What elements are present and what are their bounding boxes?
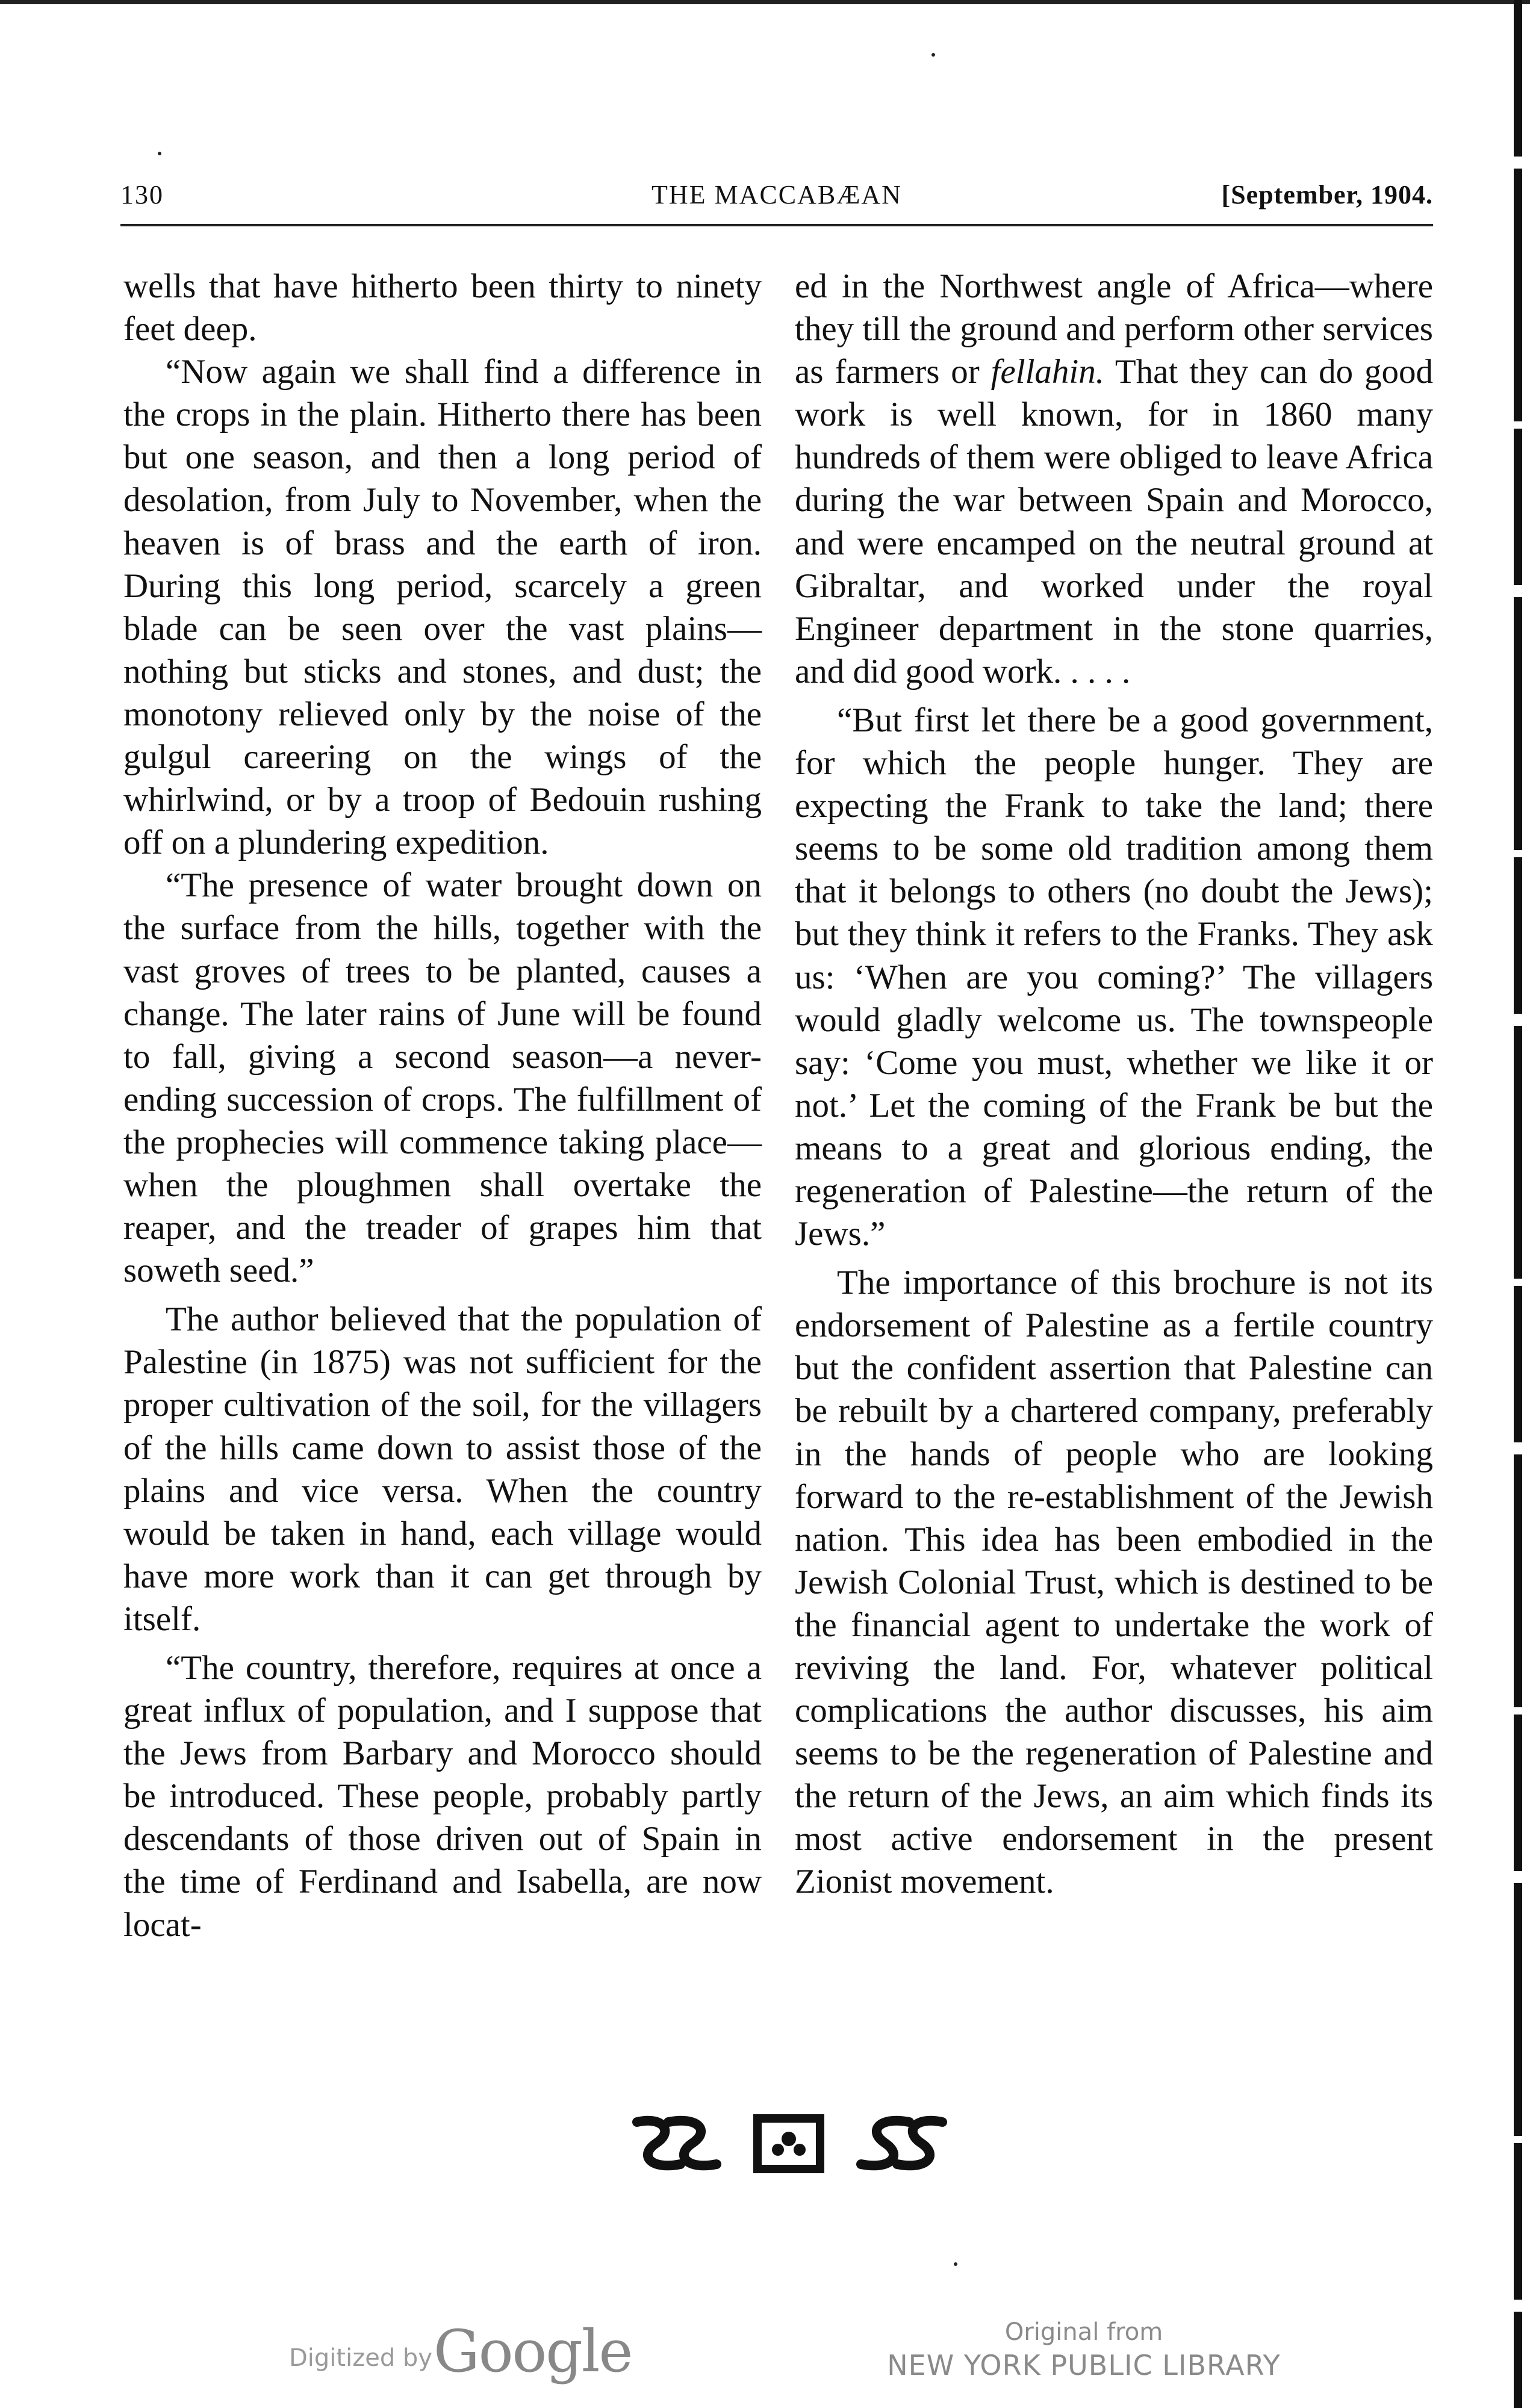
issue-date: [September, 1904. (1221, 180, 1433, 209)
paragraph: “But first let there be a good government, for which the people hunger. They are expecting the Frank to take the land; there seems to be some old tradition among them that it belongs to others (no doubt the Jews); but they think it refers to the Franks. They ask us: ‘When are you coming?’ The villagers would gladly welcome us. The townspeople say: ‘Come you must, whether we like it or not.’ Let the coming of the Frank be but the means to a great and glorious ending, the regeneration of Palestine—the return of the Jews.” (795, 701, 1433, 1253)
original-from-label: Original from (1004, 2318, 1163, 2346)
library-credit (867, 2316, 1301, 2383)
scan-speck (158, 152, 161, 155)
scan-speck (954, 2262, 957, 2266)
paragraph (795, 265, 1433, 693)
top-scan-edge (0, 0, 1530, 4)
digitized-by-label: Digitized by (289, 2344, 432, 2372)
digitized-by-block (289, 2318, 650, 2384)
paragraph: The importance of this brochure is not its endorsement of Palestine as a fertile country but the confident assertion that Palestine can be rebuilt by a chartered company, preferably in the hands of people who are looking forward to the re-establishment of the Jewish nation. This idea has been embodied in the Jewish Colonial Trust, which is destined to be the financial agent to undertake the work of reviving the land. For, whatever political complications the author discusses, his aim seems to be the regeneration of Palestine and the return of the Jews, an aim which finds its most active endorsement in the present Zionist movement. (795, 1264, 1433, 1901)
journal-title: THE MACCABÆAN (651, 180, 902, 209)
paragraph: “Now again we shall find a difference in the crops in the plain. Hitherto there has been but one season, and then a long period of desolation, from July to November, when the heaven is of brass and the earth of iron. During this long period, scarcely a green blade can be seen over the vast plains—nothing but sticks and stones, and dust; the monotony relieved only by the noise of the gulgul careering on the wings of the whirlwind, or by a troop of Bedouin rushing off on a plundering expedition. (123, 353, 762, 862)
text-run: ed in the Northwest angle of Africa—where they till the ground and perform other services as farmers or (795, 267, 1433, 391)
google-logo: Google (434, 2318, 632, 2385)
paragraph: “The country, therefore, requires at once a great influx of population, and I suppose that the Jews from Barbary and Morocco should be introduced. These people, probably partly descendants of those driven out of Spain in the time of Ferdinand and Isabella, are now locat- (123, 1649, 762, 1944)
italic-word: fellahin. (990, 353, 1105, 391)
text-run: That they can do good work is well known, for in 1860 many hundreds of them were obliged to leave Africa during the war between Spain and Morocco, and were encamped on the neutral ground at Gibraltar, and worked under the royal Engineer department in the stone quarries, and did good work. . . . . (795, 353, 1433, 690)
header-rule (120, 224, 1433, 226)
right-scan-edge (1514, 0, 1522, 2408)
paragraph: “The presence of water brought down on the surface from the hills, together with the vast groves of trees to be planted, causes a change. The later rains of June will be found to fall, giving a second season—a never-ending succession of crops. The fulfillment of the prophecies will commence taking place—when the ploughmen shall overtake the reaper, and the treader of grapes him that soweth seed.” (123, 866, 762, 1290)
right-column (795, 265, 1433, 1904)
decorative-ornament-icon (626, 2110, 951, 2176)
page-number: 130 (120, 180, 164, 209)
library-name: NEW YORK PUBLIC LIBRARY (887, 2349, 1281, 2382)
paragraph: wells that have hitherto been thirty to ninety feet deep. (123, 267, 762, 349)
paragraph: The author believed that the population of Palestine (in 1875) was not sufficient for the proper cultivation of the soil, for the villagers of the hills came down to assist those of the plains and vice versa. When the country would be taken in hand, each village would have more work than it can get through by itself. (123, 1300, 762, 1638)
scan-speck (931, 53, 935, 57)
running-header (120, 179, 1433, 222)
left-column (123, 265, 762, 1946)
